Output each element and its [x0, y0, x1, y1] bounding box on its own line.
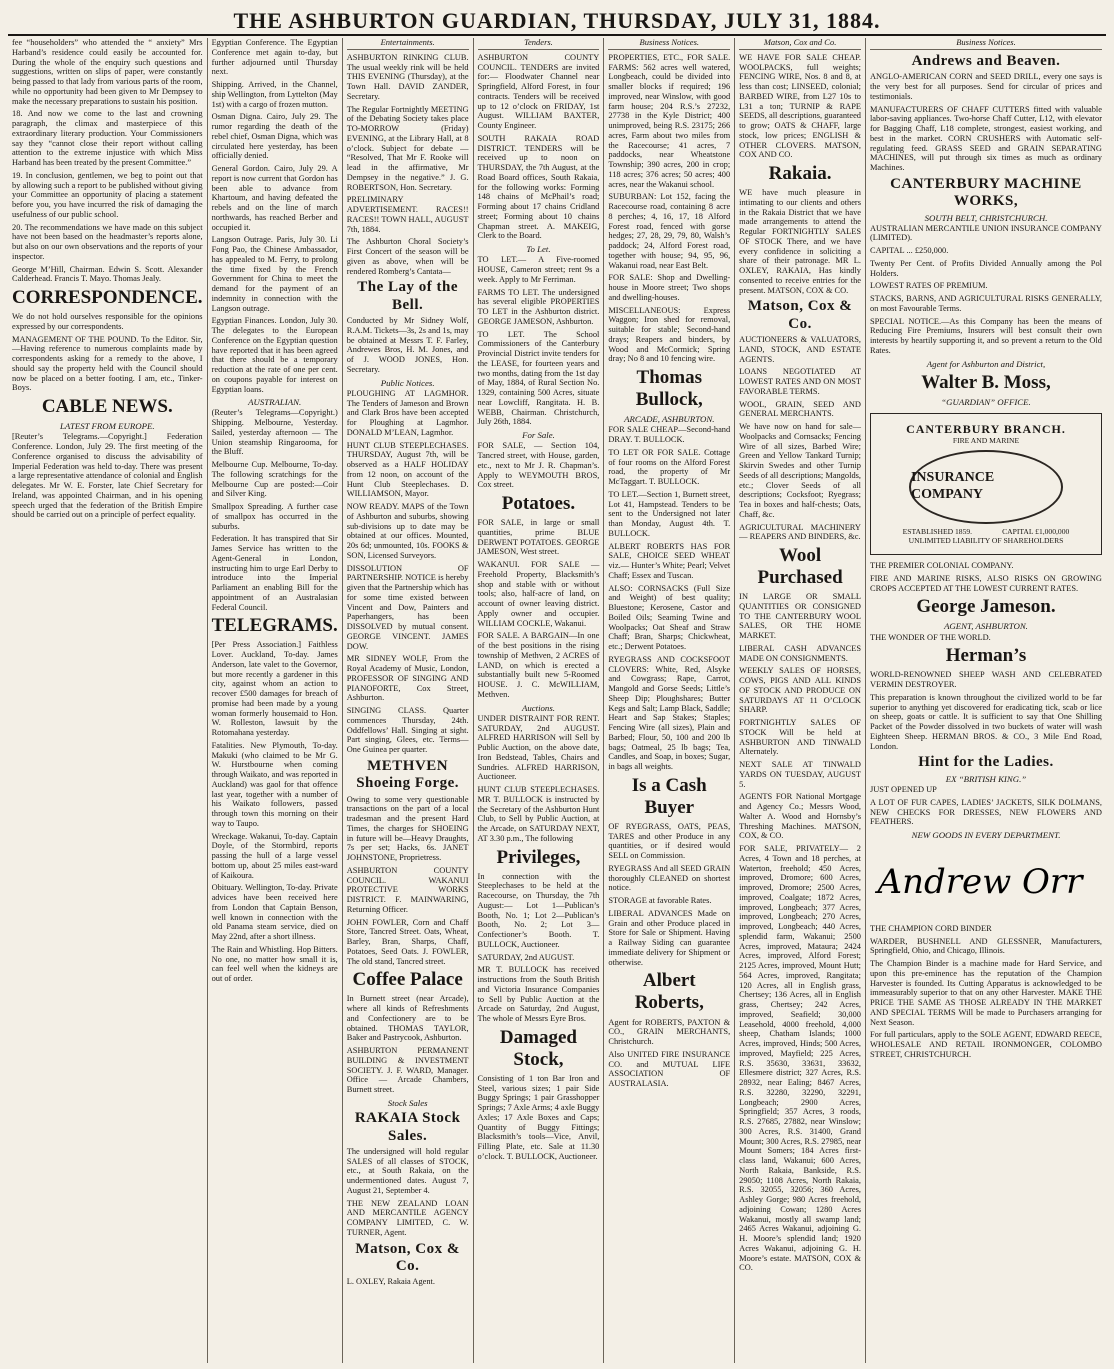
article-text: ASHBURTON RINKING CLUB. The usual weekly rink will be held THIS EVENING (Thursday), at the Town Hall. DAVID ZANDER, Secretary.	[346, 52, 469, 101]
article-text: Owing to some very questionable transactions on the part of a local tradesman and the present Hard Times, the charges for SHOEING in future will be—Heavy Draughts, 7s per set; Hacks, 6s. JANET JOHNSTONE, Proprietress.	[346, 794, 469, 863]
article-text: SOUTH RAKAIA ROAD DISTRICT. TENDERS will be received up to noon on THURSDAY, the 7th August, at the Road Board offices, South Rakaia, for the following works: Forming 148 chains of McPhail’s road; Forming about 17 chains Cridland street; Forming about 10 chains Chapman street. A. MAKEIG, Clerk to the Board.	[477, 133, 600, 241]
column-4	[474, 38, 605, 1363]
article-text: Melbourne Cup. Melbourne, To-day. The following scratchings for the Melbourne Cup are posted:—Coir and Silver King.	[211, 460, 338, 499]
article-text: [Reuter’s Telegrams.—Copyright.] Federation Conference. London, July 29. The first meeting of the Conference organised to discuss the advisability of Imperial Federation was held to-day. There was present a large representative attendance of colonial and English delegates. Mr W. E. Forster, late Chief Secretary for Ireland, was appointed Chairman, and in his opening speech urged that the federation of the British Empire should be carried out on a principle of perfect equality.	[12, 432, 203, 520]
article-text: General Gordon. Cairo, July 29. A report is now current that Gordon has been able to advance from Khartoum, and having defeated the rebels and on the line of march northwards, has reached Berber and occupied it.	[211, 164, 338, 232]
article-text: Smallpox Spreading. A further case of smallpox has occurred in the suburbs.	[211, 502, 338, 531]
article-text: ASHBURTON COUNTY COUNCIL. TENDERS are invited for:— Floodwater Channel near Springfield, Alford Forest, in four contracts. Tenders will be received up to 12 o’clock on FRIDAY, 1st August. WILLIAM BAXTER, County Engineer.	[477, 52, 600, 131]
article-text: We do not hold ourselves responsible for the opinions expressed by our correspondents.	[12, 312, 203, 331]
article-text: WAKANUI. FOR SALE — Freehold Property, Blacksmith’s shop and stable with or without tools; also, half-acre of land, on account of owner leaving district. Apply owner and occupier. WILLIAM COCKLE, Wakanui.	[477, 560, 600, 628]
article-text: MANAGEMENT OF THE POUND. To the Editor. Sir,—Having reference to numerous complaints made by correspondents asking for a remedy to the above, I should say the property held with the Council should now be placed on a better footing. I am, etc., Tinker-Boys.	[12, 334, 203, 393]
article-text: HUNT CLUB STEEPLECHASES. MR T. BULLOCK is instructed by the Secretary of the Ashburton Hunt Club, to Sell by Public Auction, at the Arcade, on SATURDAY NEXT, AT 3.30 p.m., The following	[477, 785, 600, 843]
logo-unlimited: UNLIMITED LIABILITY OF SHAREHOLDERS	[908, 535, 1064, 545]
section-heading: Public Notices.	[380, 377, 435, 388]
article-text: SUBURBAN: Lot 152, facing the Racecourse road, containing 8 acre 8 perches; 4, 16, 17, 18 Alford Forest road, fenced with gorse hedges; 27, 28, 29, 79, 80, Walsh’s paddock; 24, Alford Forest road, together with house; 94, 95, 96, Wakanui road, near East Belt.	[608, 192, 731, 270]
advert-title: George Jameson.	[916, 596, 1056, 618]
article-text: George M’Hill, Chairman. Edwin S. Scott. Alexander Calderhead. Francis T. Mayo. Thomas Jealy.	[12, 264, 203, 284]
logo-established: ESTABLISHED 1859.	[902, 526, 973, 536]
article-text: Federation. It has transpired that Sir James Service has written to the Agent-General in London, instructing him to urge Earl Derby to introduce into the Imperial Parliament an enabling Bill for the appointment of an Australasian Federal Council.	[211, 534, 338, 612]
article-text: WARDER, BUSHNELL AND GLESSNER, Manufacturers, Springfield, Ohio, and Chicago, Illinois.	[869, 936, 1102, 956]
article-text: WE HAVE FOR SALE CHEAP. WOOLPACKS, full weights; FENCING WIRE, Nos. 8 and 8, at less than cost; LINSEED, colonial; BARBED WIRE, from L27 10s to L31 a ton; TURNIP & RAPE SEEDS, all descriptions, guaranteed to grow; OATS & CHAFF, large stock, low prices; ENGLISH & OTHER CLOVERS. MATSON, COX AND CO.	[739, 52, 861, 160]
column-2	[208, 38, 343, 1363]
section-heading: For Sale.	[522, 430, 555, 441]
column-header: Matson, Cox and Co.	[739, 38, 861, 50]
advert-title: RAKAIA Stock Sales.	[354, 1110, 461, 1144]
article-text: SINGING CLASS. Quarter commences Thursday, 24th. Oddfellows’ Hall. Singing at sight. Part singing, Glees, etc. Terms—One Guinea per quarter.	[346, 706, 469, 755]
article-text: NEXT SALE AT TINWALD YARDS ON TUESDAY, AUGUST 5.	[739, 760, 861, 789]
article-text: JOHN FOWLER, Corn and Chaff Store, Tancred Street. Oats, Wheat, Barley, Bran, Sharps, Chaff, Potatoes, Seed Oats. J. FOWLER, The old stand, Tancred street.	[346, 917, 469, 966]
article-text: 20. The recommendations we have made on this subject have not been based on the headmaster’s reports alone, but also on our own observations and the reports of your inspector.	[12, 222, 203, 261]
article-text: FORTNIGHTLY SALES OF STOCK Will be held at ASHBURTON AND TINWALD Alternately.	[739, 718, 861, 757]
seal-icon	[909, 450, 1063, 524]
column-1	[8, 38, 208, 1363]
signature-text: Andrew Orr	[877, 862, 1083, 903]
logo-capital: CAPITAL £1,000,000	[1002, 526, 1070, 536]
article-text: THE WONDER OF THE WORLD.	[869, 632, 991, 642]
article-text: AUCTIONEERS & VALUATORS, LAND, STOCK, AND ESTATE AGENTS.	[739, 335, 861, 364]
article-text: FOR SALE, in large or small quantities, prime BLUE DERWENT POTATOES. GEORGE JAMESON, West street.	[477, 518, 600, 557]
column-3	[343, 38, 474, 1363]
advert-title: Albert Roberts,	[634, 970, 704, 1014]
article-text: STORAGE at favorable Rates.	[608, 896, 712, 906]
article-text: The undersigned will hold regular SALES of all classes of STOCK, etc., at South Rakaia, on the undermentioned dates. August 7, August 21, September 4.	[346, 1146, 469, 1195]
article-text: The Champion Binder is a machine made for Hard Service, and upon this pre-eminence has the reputation of the Champion Harvester is founded. Its Cutting Apparatus is acknowledged to be immeasurably superior to that on any other Harvester. MAKE THE PRICE THE SAME AS THOSE ALREADY IN THE MARKET AND SPECIAL TERMS Will be made to Purchasers arranging for Next Season.	[869, 959, 1102, 1027]
article-text: MR SIDNEY WOLF, From the Royal Academy of Music, London, PROFESSOR OF SINGING AND PIANOFORTE, Cox Street, Ashburton.	[346, 654, 469, 703]
article-text: For full particulars, apply to the SOLE AGENT, EDWARD REECE, WHOLESALE AND RETAIL IRONMONGER, COLOMBO STREET, CHRISTCHURCH.	[869, 1030, 1102, 1059]
section-heading: AUSTRALIAN.	[248, 397, 302, 408]
article-text: TO LET.—Section 1, Burnett street, Lot 41, Hampstead. Tenders to be sent to the Undersigned not later than Monday, August 4th. T. BULLOCK.	[608, 489, 731, 538]
signature-image	[870, 851, 1090, 911]
article-text: CAPITAL ... £250,000.	[869, 246, 949, 256]
article-text: UNDER DISTRAINT FOR RENT. SATURDAY, 2nd AUGUST. ALFRED HARRISON will Sell by Public Auction, on the above date, Iron Bedstead, Tables, Chairs and Sundries. ALFRED HARRISON, Auctioneer.	[477, 713, 600, 782]
article-text: IN LARGE OR SMALL QUANTITIES OR CONSIGNED TO THE CANTERBURY WOOL SALES, OR THE HOME MARKET.	[739, 592, 861, 641]
advert-title: Andrews and Beaven.	[911, 52, 1061, 69]
article-text: Fatalities. New Plymouth, To-day. Makuki (who claimed to be Mr G. W. Hurstbourne when coming through Waikato, and was reported in Auckland) was gaol for that offence last year, together with a number of his Waikato followers, passed through town this morning on their way to Taupo.	[211, 740, 338, 828]
article-text: WORLD-RENOWNED SHEEP WASH AND CELEBRATED VERMIN DESTROYER.	[869, 670, 1102, 690]
article-text: Wreckage. Wakanui, To-day. Captain Doyle, of the Stormbird, reports passing the hull of a large vessel bottom up, about 25 miles east-ward of Kaikoura.	[211, 831, 338, 880]
advert-title: The Lay of the Bell.	[357, 279, 459, 313]
article-text: fee “householders” who attended the “ anxiety” Mrs Harband’s residence could easily be accounted for. During the whole of the enquiry such questions and suggestions, written on slips of paper, were constantly being passed to that lady from various parts of the room, while no opportunity had been given to Mr Dempsey to make the necessary preparations to sustain his position.	[12, 38, 203, 106]
insurance-logo	[870, 413, 1102, 555]
article-text: L. OXLEY, Rakaia Agent.	[346, 1277, 435, 1287]
article-text: ASHBURTON PERMANENT BUILDING & INVESTMENT SOCIETY. J. F. WARD, Manager. Office — Arcade Chambers, Burnett street.	[346, 1046, 469, 1095]
article-text: (Reuter’s Telegrams—Copyright.) Shipping. Melbourne, Yesterday. Sailed, yesterday afternoon — The Union steamship Ringarooma, for the Bluff.	[211, 408, 338, 457]
article-text: MISCELLANEOUS: Express Waggon; Iron shed for removal, suitable for stable; Second-hand drays; Reapers and binders, by Wood and McCormick; Spring dray; No 8 and 10 fencing wire.	[608, 305, 731, 364]
advert-title: Walter B. Moss,	[921, 371, 1051, 393]
section-heading: LATEST FROM EUROPE.	[60, 421, 155, 432]
advert-title: TELEGRAMS.	[211, 615, 338, 637]
article-text: Conducted by Mr Sidney Wolf, R.A.M. Tickets—3s, 2s and 1s, may be obtained at Messrs T. F. Farley, Andrewes Bros, H. M. Jones, and of J. WOOD JONES, Hon. Secretary.	[346, 316, 469, 374]
advert-title: Herman’s	[945, 645, 1027, 667]
article-text: A LOT OF FUR CAPES, LADIES’ JACKETS, SILK DOLMANS, NEW CHECKS FOR DRESSES, NEW FLOWERS AND FEATHERS.	[869, 797, 1102, 827]
section-heading: SOUTH BELT, CHRISTCHURCH.	[924, 212, 1048, 223]
section-heading: Stock Sales	[387, 1097, 428, 1108]
advert-title: CANTERBURY MACHINE WORKS,	[890, 175, 1082, 210]
article-text: PLOUGHING AT LAGMHOR. The Tenders of Jameson and Brown and Clark Bros have been accepted for Ploughing at Lagmhor. DONALD M’LEAN, Lagmhor.	[346, 388, 469, 437]
article-text: FOR SALE. A BARGAIN—In one of the best positions in the rising township of Methven, 2 ACRES of LAND, on which is erected a substantially built new 5-Roomed HOUSE. J. C. McWILLIAM, Methven.	[477, 631, 600, 699]
article-text: Shipping. Arrived, in the Channel, ship Wellington, from Lyttelton (May 1st) with a cargo of frozen mutton.	[211, 80, 338, 109]
article-text: Osman Digna. Cairo, July 29. The rumor regarding the death of the rebel chief, Osman Digna, which was circulated here yesterday, has been officially denied.	[211, 112, 338, 161]
article-text: SATURDAY, 2nd AUGUST.	[477, 952, 575, 962]
article-text: LIBERAL CASH ADVANCES MADE ON CONSIGNMENTS.	[739, 643, 861, 663]
article-text: Obituary. Wellington, To-day. Private advices have been received here from London that Captain Benson, well known in connection with the old Panama steam service, died on May 22nd, after a short illness.	[211, 883, 338, 942]
column-5	[604, 38, 735, 1363]
article-text: PROPERTIES, ETC., FOR SALE. FARMS: 562 acres well watered, Longbeach, could be divided into smaller blocks if required; 196 improved, near Winslow, with good farm house; 204 R.S.’s 27232, 27738 in the Kyle District; 400 unimproved, being R.S. 23175; 266 acres, Farm about two miles from the Racecourse; 41 acres, 7 paddocks, near Wheatstone Township; 390 acres, 200 in crop; 118 acres; 376 acres; 50 acres; 400 acres, near the Wakanui school.	[608, 52, 731, 189]
article-text: The Rain and Whistling. Hop Bitters. No one, no matter how small it is, can feel well when the kidneys are out of order.	[211, 944, 338, 984]
article-text: THE PREMIER COLONIAL COMPANY.	[869, 561, 1014, 571]
article-text: 18. And now we come to the last and crowning paragraph, the climax and masterpiece of this extraordinary literary production. Your Commissioners say they “cannot close their report without calling attention to the extreme injustice with which Miss Harband has been treated by the present Committee.”	[12, 109, 203, 167]
article-text: 19. In conclusion, gentlemen, we beg to point out that by allowing such a report to be published without giving your Committee an opportunity of placing a statement before you, you have incurred the risk of damaging the usefulness of our public school.	[12, 170, 203, 219]
section-heading: Auctions.	[521, 702, 555, 713]
column-header: Business Notices.	[870, 38, 1102, 50]
seal-text: INSURANCE COMPANY	[910, 470, 995, 502]
column-7	[866, 38, 1106, 1363]
article-text: RYEGRASS And all SEED GRAIN thoroughly CLEANED on shortest notice.	[608, 863, 731, 893]
article-text: Langson Outrage. Paris, July 30. Li Fong Pao, the Chinese Ambassador, has appealed to M. Ferry, to prolong the time fixed by the French Government for China to meet the demand for the payment of an indemnity in connection with the Langson outrage.	[211, 235, 338, 313]
article-text: AGENTS FOR National Mortgage and Agency Co.; Messrs Wood, Walter A. Wood and Hornsby’s Threshing Machines. MATSON, COX, & CO.	[739, 792, 861, 841]
article-text: FOR SALE CHEAP—Second-hand DRAY. T. BULLOCK.	[608, 425, 731, 445]
advert-title: Matson, Cox & Co.	[747, 298, 853, 332]
article-text: PRELIMINARY ADVERTISEMENT. RACES!! RACES!! TOWN HALL, AUGUST 7th, 1884.	[346, 195, 469, 234]
article-text: AUSTRALIAN MERCANTILE UNION INSURANCE COMPANY (LIMITED).	[869, 223, 1102, 243]
article-text: FOR SALE: Shop and Dwelling-house in Moore street; Two shops and dwelling-houses.	[608, 273, 731, 302]
article-text: Egyptian Conference. The Egyptian Conference met again to-day, but further adjourned until Thursday next.	[211, 38, 338, 77]
section-heading: ARCADE, ASHBURTON.	[624, 414, 715, 425]
advert-title: Potatoes.	[501, 493, 576, 515]
newspaper-columns	[8, 38, 1106, 1363]
article-text: JUST OPENED UP	[869, 785, 937, 795]
column-header: Business Notices.	[608, 38, 730, 50]
column-6	[735, 38, 866, 1363]
advert-title: CABLE NEWS.	[41, 396, 173, 418]
column-header: Tenders.	[478, 38, 600, 50]
article-text: THE CHAMPION CORD BINDER	[869, 923, 992, 933]
article-text: TO LET OR FOR SALE. Cottage of four rooms on the Alford Forest road, the property of Mr McTaggart. T. BULLOCK.	[608, 447, 731, 487]
article-text: ALSO: CORNSACKS (Full Size and Weight) of best quality; Bluestone; Kerosene, Castor and Boiled Oils; Seaming Twine and Woolpacks; Oat Sheaf and Straw Chaff; Bran, Sharps; Chickwheat, etc.; Derwent Potatoes.	[608, 583, 731, 652]
article-text: [Per Press Association.] Faithless Lover. Auckland, To-day. James Anderson, late valet to the Governor, but more recently a gardener in this city, against whom an action to recover £500 damages for breach of promise had been made by a young woman formerly housemaid to Hon. W. Rolleston, lawsuit by the Rotomahana yesterday.	[211, 640, 338, 738]
section-heading: AGENT, ASHBURTON.	[944, 621, 1028, 632]
article-text: MR T. BULLOCK has received instructions from the South British and Victoria Insurance Companies to Sell by Public Auction at the Arcade on Saturday, 2nd August, The whole of Messrs Eyre Bros.	[477, 965, 600, 1024]
advert-title: Coffee Palace	[352, 969, 463, 991]
article-text: ASHBURTON COUNTY COUNCIL. WAKANUI PROTECTIVE WORKS DISTRICT. F. MAINWARING, Returning Officer.	[346, 865, 469, 914]
article-text: In connection with the Steeplechases to be held at the Racecourse, on Thursday, the 7th August:— Lot 1—Publican’s Booth, No. 1; Lot 2—Publican’s Booth, No. 2; Lot 3—Confectioner’s Booth. T. BULLOCK, Auctioneer.	[477, 871, 600, 949]
article-text: WEEKLY SALES OF HORSES, COWS, PIGS AND ALL KINDS OF STOCK AND PRODUCE ON SATURDAYS AT 11 O’CLOCK SHARP.	[739, 666, 861, 715]
article-text: NOW READY. MAPS of the Town of Ashburton and suburbs, showing sub-divisions up to date may be obtained at our offices. Mounted, 20s 6d; unmounted, 10s. FOOKS & SON, Licensed Surveyors.	[346, 502, 469, 560]
article-text: STACKS, BARNS, AND AGRICULTURAL RISKS GENERALLY, on most Favourable Terms.	[869, 294, 1102, 313]
article-text: In Burnett street (near Arcade), where all kinds of Refreshments and Confectionery are to be obtained. THOMAS TAYLOR, Baker and Pastrycook, Ashburton.	[346, 994, 469, 1043]
section-heading: Agent for Ashburton and District,	[926, 358, 1046, 369]
article-text: LOWEST RATES OF PREMIUM.	[869, 281, 988, 291]
article-text: Agent for ROBERTS, PAXTON & CO., GRAIN MERCHANTS, Christchurch.	[608, 1017, 731, 1046]
article-text: ANGLO-AMERICAN CORN and SEED DRILL, every one says is the very best for all purposes. Send for circular of prices and testimonials.	[869, 72, 1102, 101]
article-text: OF RYEGRASS, OATS, PEAS, TARES and other Produce in any quantities, or if desired would SELL on Commission.	[608, 821, 731, 861]
article-text: TO LET. The School Commissioners of the Canterbury Provincial District invite tenders for the LEASE, for fourteen years and two months, dating from the 1st day of May, 1884, of Rural Section No. 1329, containing 500 Acres, situate near Lowcliff, Rangitata. H. B. WEBB, Chairman. Christchurch, July 26th, 1884.	[477, 329, 600, 427]
article-text: MANUFACTURERS OF CHAFF CUTTERS fitted with valuable labor-saving appliances. Two-horse Chaff Cutter, L12, with elevator for Bagging Chaff, L18 complete, strongest, easiest working, and best in the market. CORN CRUSHERS with Automatic self-regulating feed. GRASS SEED and GRAIN SEPARATING MACHINES, will put through six times as much as ordinary Machines.	[869, 104, 1102, 172]
article-text: Consisting of 1 ton Bar Iron and Steel, various sizes; 1 pair Side Buggy Springs; 1 pair Grasshopper Springs; 7 Axle Arms; 4 axle Buggy Axles; 17 Axle Boxes and Caps; Quantity of Buggy Fittings; Blacksmith’s tools—Vice, Anvil, Filling Plate, etc. Sale at 11.30 o’clock. T. BULLOCK, Auctioneer.	[477, 1073, 600, 1161]
advert-title: Hint for the Ladies.	[918, 754, 1054, 771]
article-text: RYEGRASS AND COCKSFOOT CLOVERS: White, Red, Alsyke and Cowgrass; Rape, Carrot, Mangold and Gorse Seeds; Little’s Sheep Dip; Ploughshares; Butter Kegs and Salt; Lamp Black, Saddle; Heart and Sap Stakes; Staples; Fencing Wire (all sizes), Plain and Barbed; Flour, 50, 100 and 200 lb bags; Oatmeal, 25 lb bags; Tea, Candles, and Soap, in boxes; Sugar, in bags all weights.	[608, 654, 731, 772]
article-text: HUNT CLUB STEEPLECHASES. THURSDAY, August 7th, will be observed as a HALF HOLIDAY from 12 noon, on account of the Hunt Club Steeplechases. D. WILLIAMSON, Mayor.	[346, 440, 469, 499]
column-header: Entertainments.	[347, 38, 469, 50]
article-text: FOR SALE, PRIVATELY— 2 Acres, 4 Town and 18 perches, at Waterton, freehold; 450 Acres, improved, Dromore; 600 Acres, improved, Dromore; 2500 Acres, improved, Coalgate; 1872 Acres, improved, Longbeach; 377 Acres, improved, Longbeach; 270 Acres, improved, Longbeach; 440 Acres, splendid farm, Wakanui; 2500 Acres, improved, Mataura; 2424 Acres, improved, Alford Forest; 2125 Acres, improved, Mount Hutt; 564 Acres, improved, Rangitata; 120 Acres, all in English grass, Chertsey; 136 Acres, all in English grass, Chertsey; 242 Acres, improved, Seafield; 30,000 Leasehold, 4000 freehold, 4,000 sheep, Chatham Islands; 1000 Acres, improved, Hinds; 500 Acres, improved, Mayfield; 225 Acres, R.S. 35630, 33631, 33632, Ellesmere district; 327 Acres, R.S. 28932, near Ealing; 8467 Acres, R.S. 32280, 32290, 32291, Longbeach; 2900 Acres, Springfield; 357 Acres, 3 roods, R.S. 27685, 27882, near Winslow; 300 Acres, R.S. 31400, Grand Mount; 300 Acres, R.S. 27985, near Mount Somers; 184 Acres first-class land, Wakanui; 600 Acres, North Rakaia, Bankside, R.S. 29050; 1108 Acres, North Rakaia, R.S. 32055, 32056; 360 Acres, Ashley Gorge; 980 Acres freehold, adjoining Cowan; 1280 Acres Wakanui, mostly all swamp land; 2465 Acres Wakanui, adjoining G. H. Moore’s splendid land; 1920 Acres Wakanui, adjoining G. H. Moore’s estate. MATSON, COX & CO.	[739, 844, 861, 1273]
article-text: Also UNITED FIRE INSURANCE CO. and MUTUAL LIFE ASSOCIATION OF AUSTRALASIA.	[608, 1049, 731, 1088]
article-text: FOR SALE, — Section 104, Tancred street, with House, garden, etc., next to Mr J. R. Chapman’s. Apply to WEYMOUTH BROS, Cox street.	[477, 441, 600, 490]
advert-title: Is a Cash Buyer	[631, 774, 707, 818]
advert-title: Matson, Cox & Co.	[355, 1240, 460, 1275]
masthead-title: THE ASHBURTON GUARDIAN, THURSDAY, JULY 31, 1884.	[233, 8, 881, 33]
advert-title: METHVEN Shoeing Forge.	[356, 757, 460, 792]
article-text: ALBERT ROBERTS HAS FOR SALE, CHOICE SEED WHEAT viz.— Hunter’s White; Pearl; Velvet Chaff; Essex and Tuscan.	[608, 541, 731, 580]
article-text: The Ashburton Choral Society’s First Concert of the season will be given as above, when will be rendered Romberg’s Cantata—	[346, 237, 469, 276]
advert-title: Wool Purchased	[757, 545, 843, 589]
advert-title: Privileges,	[496, 846, 581, 868]
advert-title: Damaged Stock,	[499, 1026, 577, 1070]
article-text: We have now on hand for sale— Woolpacks and Cornsacks; Fencing Wire of all sizes, Barbed Wire; Green and Yellow Tankard Turnip; Skirvin Swedes and other Turnip Seeds of all descriptions; Mangolds, etc.; Clover Seeds of all descriptions; Cocksfoot; Ryegrass; Tea in boxes and half-chests; Oats, Chaff, &c.	[739, 422, 861, 519]
article-text: AGRICULTURAL MACHINERY— REAPERS AND BINDERS, &c.	[739, 522, 861, 542]
article-text: Twenty Per Cent. of Profits Divided Annually among the Pol Holders.	[869, 258, 1102, 278]
article-text: DISSOLUTION OF PARTNERSHIP. NOTICE is hereby given that the Partnership which has for some time existed between Vincent and Dow, Painters and Paperhangers, has been DISSOLVED by mutual consent. GEORGE VINCENT. JAMES DOW.	[346, 563, 469, 651]
article-text: WOOL, GRAIN, SEED AND GENERAL MERCHANTS.	[739, 399, 861, 419]
advert-title: Thomas Bullock,	[635, 367, 703, 411]
article-text: Egyptian Finances. London, July 30. The delegates to the European Conference on the Egyptian question have reported that it has been agreed that there should be a temporary reduction at the rate of one per cent. on coupons payable for interest on Egyptian loans.	[211, 316, 338, 394]
article-text: SPECIAL NOTICE.—As this Company has been the means of Reducing Fire Premiums, Insurers will best consult their own interests by heartily supporting it, and so prevent a return to the Old Rates.	[869, 316, 1102, 355]
section-heading: NEW GOODS IN EVERY DEPARTMENT.	[911, 830, 1061, 841]
article-text: The Regular Fortnightly MEETING of the Debating Society takes place TO-MORROW (Friday) EVENING, at the Library Hall, at 8 o’clock. Subject for debate — “Resolved, That Mr F. Rooke will lead in the affirmative, Mr Dempsey in the negative.” J. G. ROBERTSON, Hon. Secretary.	[346, 104, 469, 192]
section-heading: To Let.	[526, 244, 551, 255]
article-text: FARMS TO LET. The undersigned has several eligible PROPERTIES TO LET in the Ashburton district. GEORGE JAMESON, Ashburton.	[477, 287, 600, 326]
advert-title: CORRESPONDENCE.	[12, 287, 203, 308]
article-text: WE have much pleasure in intimating to our clients and others in the Rakaia District that we have made arrangements to attend the Regular FORTNIGHTLY SALES OF STOCK There, and we have every confidence in soliciting a share of their patronage. MR L. OXLEY, RAKAIA, Has kindly consented to receive entries for the present. MATSON, COX & CO.	[739, 188, 861, 295]
logo-branch: CANTERBURY BRANCH.	[906, 422, 1066, 437]
article-text: THE NEW ZEALAND LOAN AND MERCANTILE AGENCY COMPANY LIMITED, C. W. TURNER, Agent.	[346, 1198, 469, 1237]
logo-fire: FIRE AND MARINE	[952, 435, 1020, 445]
masthead	[8, 4, 1106, 36]
section-heading: “GUARDIAN” OFFICE.	[941, 396, 1031, 407]
article-text: LOANS NEGOTIATED AT LOWEST RATES AND ON MOST FAVORABLE TERMS.	[739, 367, 861, 396]
article-text: LIBERAL ADVANCES Made on Grain and other Produce placed in Store for Sale or Shipment. Having a Railway Siding can guarantee immediate delivery for Shipment or otherwise.	[608, 908, 731, 967]
article-text: TO LET.— A Five-roomed HOUSE, Cameron street; rent 9s a week. Apply to Mr Ferriman.	[477, 255, 600, 284]
article-text: This preparation is known throughout the civilized world to be far superior to anything yet discovered for eradicating tick, scab or lice on sheep, goats or cattle. It is sufficient to say that One Shilling Packet of the Powder dissolved in two buckets of water will wash Eighteen Sheep. HERMAN BROS. & CO., 3 Mile End Road, London.	[869, 692, 1102, 751]
section-heading: EX “BRITISH KING.”	[945, 773, 1027, 784]
advert-title: Rakaia.	[768, 163, 832, 185]
article-text: FIRE AND MARINE RISKS, ALSO RISKS ON GROWING CROPS ACCEPTED AT THE LOWEST CURRENT RATES.	[869, 573, 1102, 593]
